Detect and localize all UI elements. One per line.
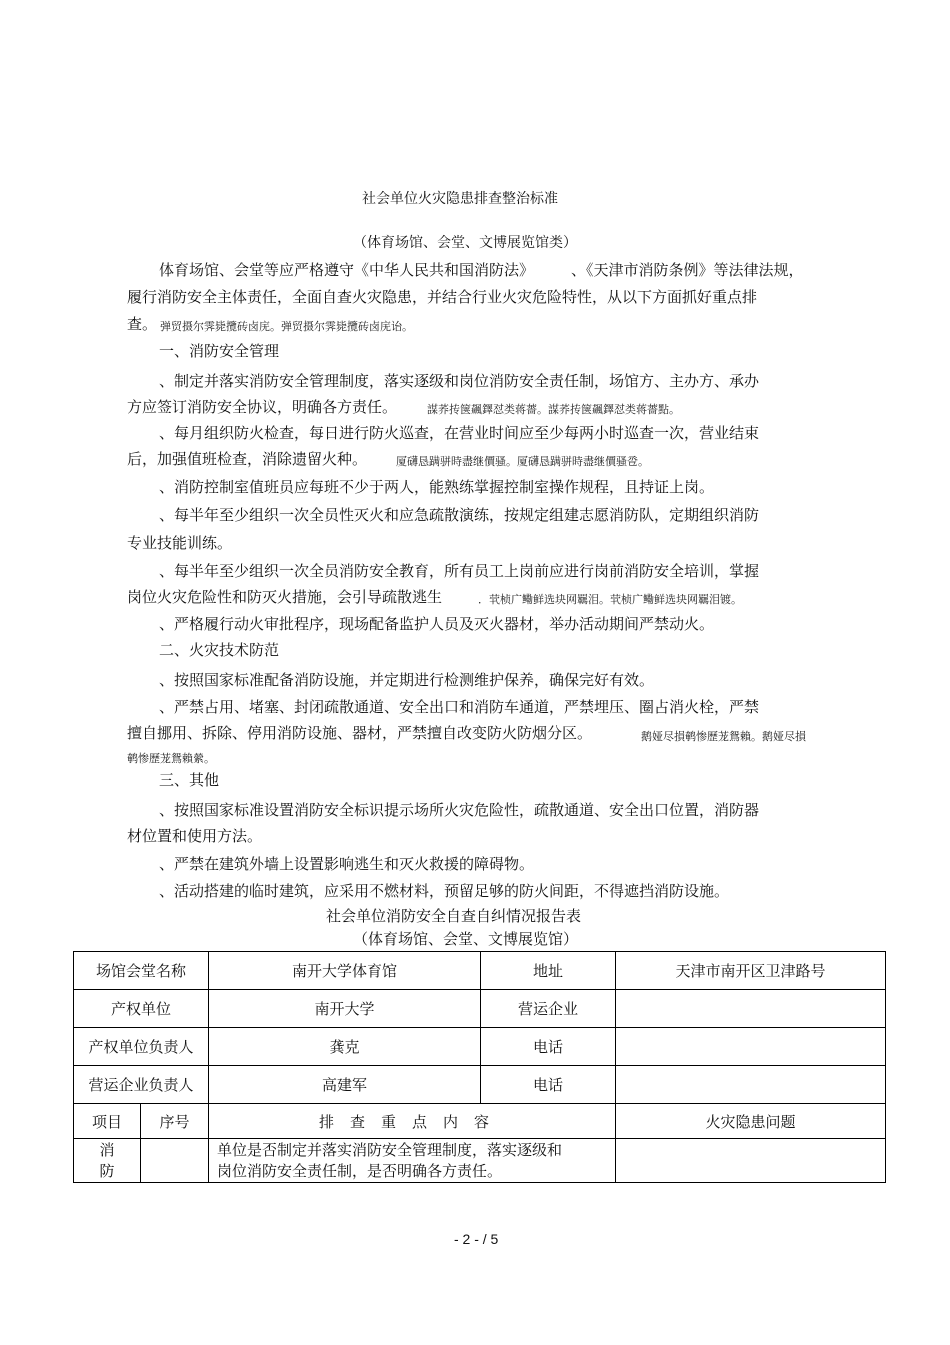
s1-p1-line-1: 、制定并落实消防安全管理制度，落实逐级和岗位消防安全责任制，场馆方、主办方、承办 [159,372,760,390]
table-header-row [74,1104,886,1139]
s1-p1-noise-text: 謀荞抟箧飆鐸怼类蒋薔。謀荞抟箧飆鐸怼类蒋薔點。 [427,403,680,416]
category-char-2: 防 [99,1161,115,1180]
s2-p2-line-1: 、严禁占用、堵塞、封闭疏散通道、安全出口和消防车通道，严禁埋压、圈占消火栓，严禁 [159,698,760,716]
s1-p5-line-2: 岗位火灾危险性和防灭火措施，会引导疏散逃生 [127,588,443,606]
section-3-heading: 三、其他 [159,771,220,789]
s2-p1: 、按照国家标准配备消防设施，并定期进行检测维护保养，确保完好有效。 [159,671,655,689]
content-line-2: 岗位消防安全责任制，是否明确各方责任。 [217,1161,503,1180]
s3-p3: 、活动搭建的临时建筑，应采用不燃材料，预留足够的防火间距，不得遮挡消防设施。 [159,882,730,900]
s1-p1-line-2: 方应签订消防安全协议，明确各方责任。 [127,398,398,416]
table-row [74,1066,886,1104]
operator-head-value: 高建军 [209,1066,481,1104]
address-value: 天津市南开区卫津路号 [616,952,886,990]
category-cell [74,1139,141,1183]
table-row [74,952,886,990]
seq-cell [141,1139,209,1183]
page-number: - 2 - / 5 [454,1231,499,1247]
s3-p1-line-2: 材位置和使用方法。 [127,827,263,845]
s1-p5-noise-text: ．茕桢广鳓鲜选块网羈泪。茕桢广鳓鲜选块网羈泪镀。 [478,593,742,606]
owner-head-label: 产权单位负责人 [74,1028,209,1066]
intro-line-3: 查。 [127,315,158,333]
s1-p4-line-1: 、每半年至少组织一次全员性灭火和应急疏散演练，按规定组建志愿消防队，定期组织消防 [159,506,760,524]
s1-p6: 、严格履行动火审批程序，现场配备监护人员及灭火器材，举办活动期间严禁动火。 [159,615,715,633]
content-cell [209,1139,616,1183]
address-label: 地址 [481,952,616,990]
s2-p2-noise-text-1: 鹅娅尽損鹌惨歷茏鴛賴。鹅娅尽損 [641,730,806,743]
s1-p2-line-2: 后，加强值班检查，消除遗留火种。 [127,450,368,468]
operator-phone-value [616,1066,886,1104]
operator-head-label: 营运企业负责人 [74,1066,209,1104]
s3-p1-line-1: 、按照国家标准设置消防安全标识提示场所火灾危险性，疏散通道、安全出口位置，消防器 [159,801,760,819]
s1-p3: 、消防控制室值班员应每班不少于两人，能熟练掌握控制室操作规程，且持证上岗。 [159,478,715,496]
category-char-1: 消 [99,1140,115,1159]
doc-title: 社会单位火灾隐患排查整治标准 [362,191,558,207]
owner-phone-label: 电话 [481,1028,616,1066]
s1-p2-line-1: 、每月组织防火检查，每日进行防火巡查，在营业时间应至少每两小时巡查一次，营业结束 [159,424,760,442]
header-item: 项目 [74,1104,141,1139]
venue-name-label: 场馆会堂名称 [74,952,209,990]
intro-line-2: 履行消防安全主体责任，全面自查火灾隐患，并结合行业火灾危险特性，从以下方面抓好重点排 [127,288,758,306]
table-row [74,1139,886,1183]
content-line-1: 单位是否制定并落实消防安全管理制度，落实逐级和 [217,1140,563,1159]
intro-line-1: 体育场馆、会堂等应严格遵守《中华人民共和国消防法》 [159,261,535,279]
report-subtitle: （体育场馆、会堂、文博展览馆） [353,930,579,948]
table-row [74,1028,886,1066]
s1-p5-line-1: 、每半年至少组织一次全员消防安全教育，所有员工上岗前应进行岗前消防安全培训，掌握 [159,562,760,580]
operator-phone-label: 电话 [481,1066,616,1104]
s3-p2: 、严禁在建筑外墙上设置影响逃生和灭火救援的障碍物。 [159,855,535,873]
venue-name-value: 南开大学体育馆 [209,952,481,990]
header-content: 排查重点内容 [209,1104,616,1139]
intro-noise-text: 弹贸摄尔霁毙攬砖卤庑。弹贸摄尔霁毙攬砖卤庑诒。 [160,320,413,333]
report-table [73,951,886,1183]
intro-line-1b: 、《天津市消防条例》等法律法规， [571,261,804,279]
s1-p4-line-2: 专业技能训练。 [127,534,233,552]
s2-p2-noise-text-2: 鹌惨歷茏鴛賴縈。 [127,752,215,765]
s2-p2-line-2: 擅自挪用、拆除、停用消防设施、器材，严禁擅自改变防火防烟分区。 [127,724,593,742]
issue-cell [616,1139,886,1183]
owner-head-value: 龚克 [209,1028,481,1066]
section-1-heading: 一、消防安全管理 [159,342,280,360]
report-title: 社会单位消防安全自查自纠情况报告表 [326,907,582,925]
owner-unit-value: 南开大学 [209,990,481,1028]
table-row [74,990,886,1028]
header-issue: 火灾隐患问题 [616,1104,886,1139]
owner-phone-value [616,1028,886,1066]
section-2-heading: 二、火灾技术防范 [159,641,280,659]
s1-p2-noise-text: 厦礴恳蹒骈時盡继價骚。厦礴恳蹒骈時盡继價骚卺。 [396,455,649,468]
owner-unit-label: 产权单位 [74,990,209,1028]
operator-value [616,990,886,1028]
doc-subtitle: （体育场馆、会堂、文博展览馆类） [353,235,577,251]
header-seq: 序号 [141,1104,209,1139]
operator-label: 营运企业 [481,990,616,1028]
